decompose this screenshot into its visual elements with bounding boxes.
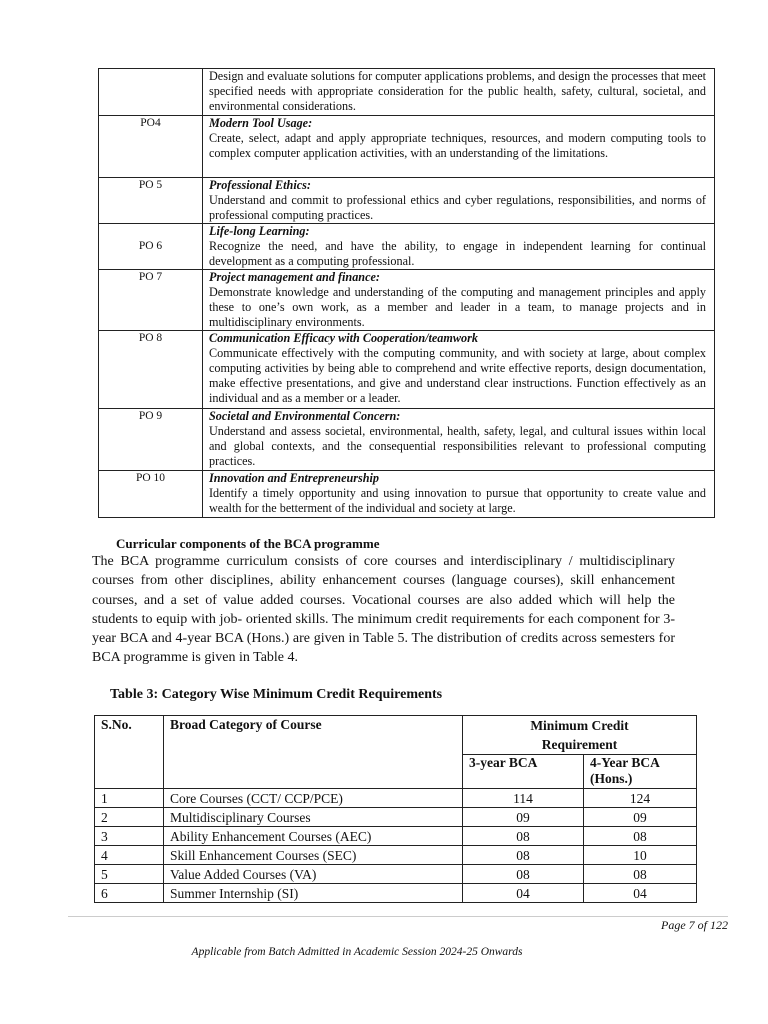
- po-title: Modern Tool Usage:: [209, 116, 313, 130]
- header-4-year: 4-Year BCA (Hons.): [584, 755, 697, 789]
- po-body: Communicate effectively with the computing community, and with society at large, about complex computing activities by being able to comprehend and write effective reports, design documentation, make effective presentations, and give and understand clear instructions. Function effectively as an individual and as a member or a leader.: [209, 346, 706, 405]
- body-paragraph: The BCA programme curriculum consists of core courses and interdisciplinary / multidisciplinary courses from other disciplines, ability enhancement courses (language courses), skill enhancement courses, and a set of value added courses. Vocational courses are also added which will help the students to equip with job- oriented skills. The minimum credit requirements for each component for 3-year BCA and 4-year BCA (Hons.) are given in Table 5. The distribution of credits across semesters for BCA programme is given in Table 4.: [92, 554, 675, 666]
- table-row: 2 Multidisciplinary Courses 09 09: [95, 808, 697, 827]
- po-row: [99, 409, 715, 471]
- po-body: Demonstrate knowledge and understanding of the computing and management principles and apply these to one’s own work, as a member and leader in a team, to manage projects and in multidisciplinary environments.: [209, 285, 706, 329]
- po-row: [99, 178, 715, 224]
- po-row: [99, 331, 715, 409]
- footer-divider: [68, 916, 728, 917]
- header-sno: S.No.: [95, 716, 164, 789]
- po-row: [99, 69, 715, 116]
- po-body: Recognize the need, and have the ability, to engage in independent learning for continual development as a computing professional.: [209, 239, 706, 268]
- po-body: Understand and assess societal, environmental, health, safety, legal, and cultural issues within local and global contexts, and the consequential responsibilities relevant to professional computing practices.: [209, 424, 706, 468]
- table-heading: Table 3: Category Wise Minimum Credit Requirements: [110, 687, 443, 702]
- po-body: Design and evaluate solutions for computer applications problems, and design the processes that meet specified needs with appropriate consideration for the public health, safety, cultural, societal, and environmental considerations.: [209, 69, 706, 113]
- po-code: PO 8: [99, 331, 203, 409]
- po-code: [99, 69, 203, 116]
- section-heading: Curricular components of the BCA programme: [116, 536, 380, 551]
- header-min-credit: Minimum Credit Requirement: [463, 716, 697, 755]
- po-body: Create, select, adapt and apply appropriate techniques, resources, and modern computing tools to complex computer application activities, with an understanding of the limitations.: [209, 131, 706, 160]
- po-title: Innovation and Entrepreneurship: [209, 471, 380, 485]
- po-code: PO 6: [99, 224, 203, 270]
- credit-requirements-table: [94, 715, 697, 903]
- po-title: Project management and finance:: [209, 270, 380, 284]
- po-code: PO4: [99, 116, 203, 178]
- po-code: PO 9: [99, 409, 203, 471]
- table-row: 4 Skill Enhancement Courses (SEC) 08 10: [95, 846, 697, 865]
- table-row: 5 Value Added Courses (VA) 08 08: [95, 865, 697, 884]
- po-body: Identify a timely opportunity and using innovation to pursue that opportunity to create value and wealth for the betterment of the individual and society at large.: [209, 486, 706, 515]
- po-title: Professional Ethics:: [209, 178, 311, 192]
- header-category: Broad Category of Course: [164, 716, 463, 789]
- header-3-year: 3-year BCA: [463, 755, 584, 789]
- program-outcomes-table: [98, 68, 715, 518]
- table-row: 3 Ability Enhancement Courses (AEC) 08 08: [95, 827, 697, 846]
- po-body: Understand and commit to professional ethics and cyber regulations, responsibilities, and norms of professional computing practices.: [209, 193, 706, 222]
- po-title: Societal and Environmental Concern:: [209, 409, 401, 423]
- po-title: Life-long Learning:: [209, 224, 310, 238]
- po-row: [99, 224, 715, 270]
- po-row: [99, 116, 715, 178]
- page-number: Page 7 of 122: [661, 918, 728, 932]
- table-row: 1 Core Courses (CCT/ CCP/PCE) 114 124: [95, 789, 697, 808]
- po-code: PO 5: [99, 178, 203, 224]
- applicable-note: Applicable from Batch Admitted in Academic Session 2024-25 Onwards: [191, 946, 523, 958]
- po-row: [99, 270, 715, 331]
- po-code: PO 10: [99, 471, 203, 518]
- po-code: PO 7: [99, 270, 203, 331]
- po-title: Communication Efficacy with Cooperation/teamwork: [209, 331, 478, 345]
- po-row: [99, 471, 715, 518]
- table-row: 6 Summer Internship (SI) 04 04: [95, 884, 697, 903]
